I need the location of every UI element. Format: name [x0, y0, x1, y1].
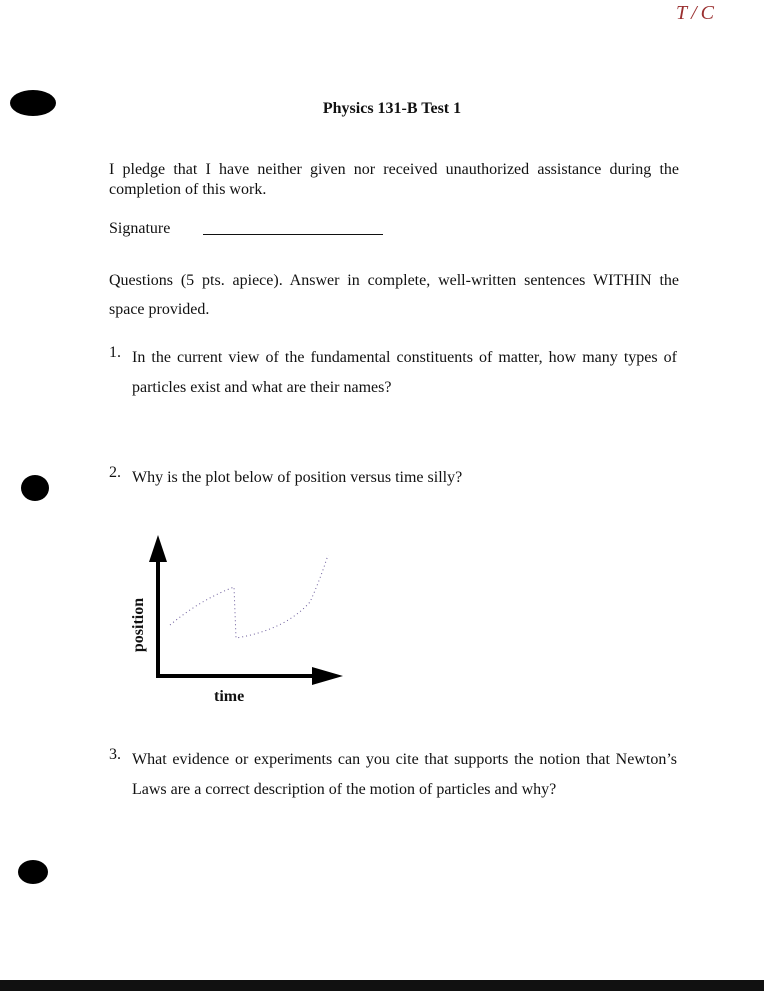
question-text: In the current view of the fundamental constituents of matter, how many types of particles exist and what are their names?	[132, 349, 677, 396]
position-time-plot	[140, 530, 350, 690]
page-title: Physics 131-B Test 1	[322, 100, 462, 117]
plot-curve	[170, 555, 328, 638]
question-text: Why is the plot below of position versus time silly?	[132, 469, 463, 486]
question-number: 1.	[109, 344, 121, 361]
question-number: 2.	[109, 464, 121, 481]
binder-hole-bottom	[18, 860, 48, 884]
x-axis-arrowhead	[312, 667, 343, 685]
question-text: What evidence or experiments can you cite that supports the notion that Newton’s Laws are a correct description of the motion of particles and why?	[132, 751, 677, 798]
question-number: 3.	[109, 746, 121, 763]
signature-line[interactable]	[203, 234, 383, 235]
handwritten-corner-mark: T/C	[676, 2, 719, 24]
y-axis-label-text: position	[130, 597, 147, 653]
instructions: Questions (5 pts. apiece). Answer in complete, well-written sentences WITHIN the space provided.	[109, 272, 679, 318]
binder-hole-middle	[21, 475, 49, 501]
honor-pledge: I pledge that I have neither given nor received unauthorized assistance during the completion of this work.	[109, 161, 679, 198]
x-axis-label: time	[214, 688, 245, 705]
signature-label: Signature	[109, 220, 171, 237]
y-axis-arrowhead	[149, 535, 167, 562]
y-axis-label	[124, 590, 154, 660]
scan-bottom-edge	[0, 980, 764, 991]
